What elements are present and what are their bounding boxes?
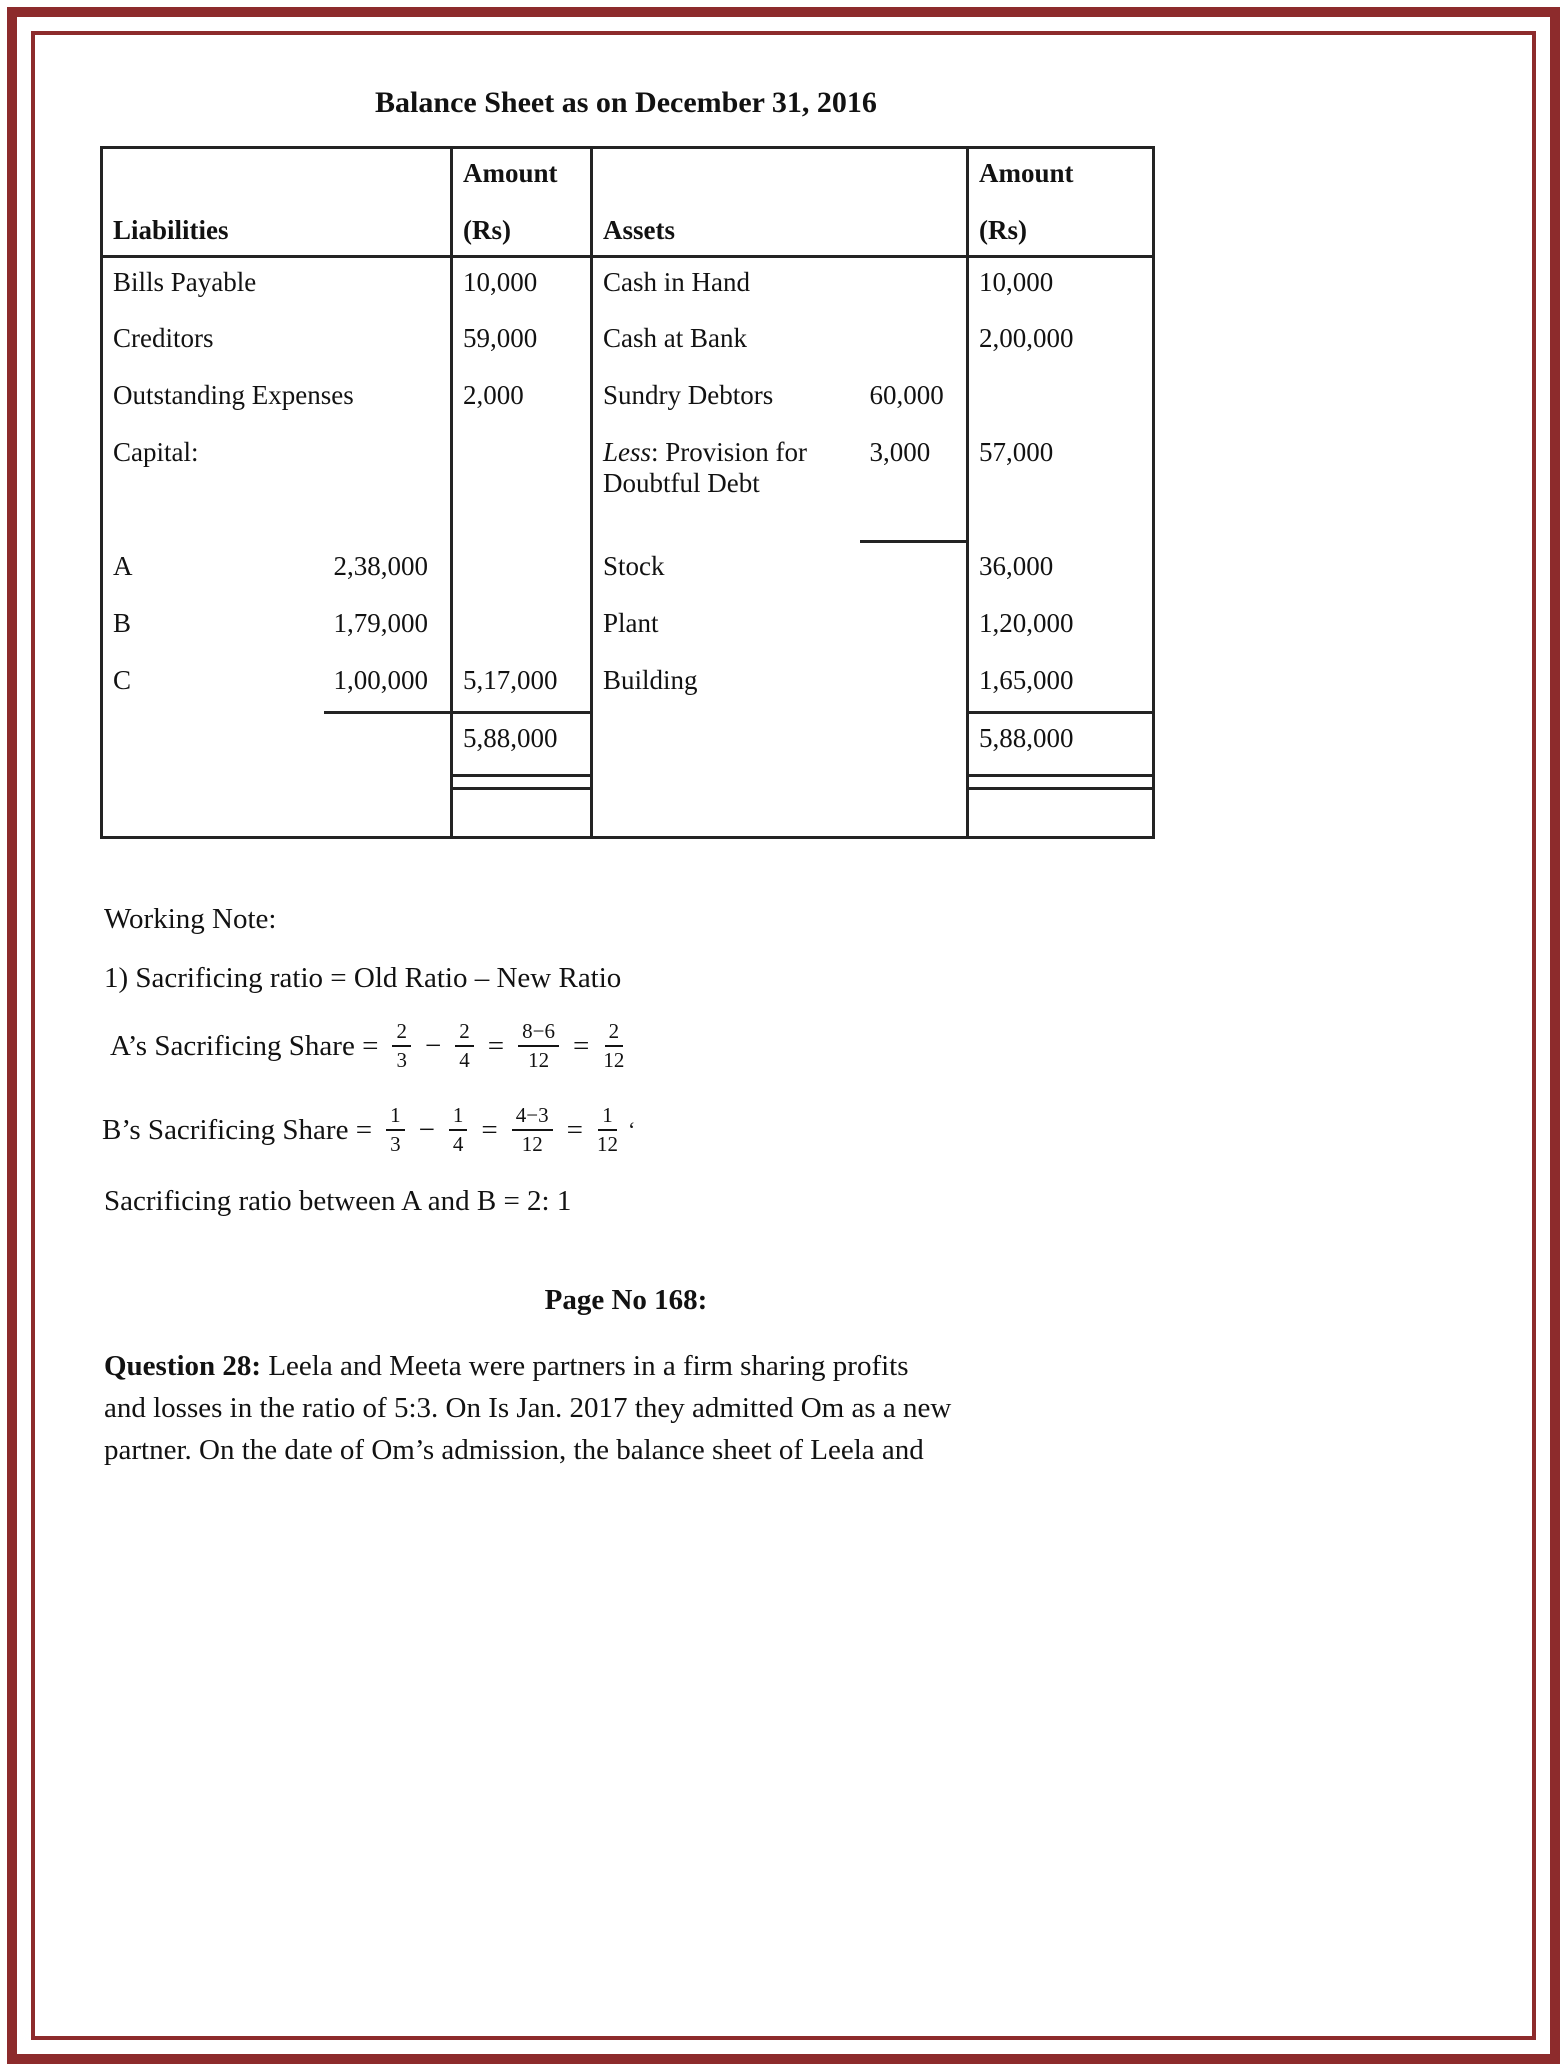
liability-subamount-cell: 2,38,000 [324, 542, 452, 599]
liability-name-cell: Outstanding Expenses [113, 379, 354, 410]
asset-amount-cell: 1,65,000 [979, 664, 1074, 695]
liabilities-header-label: Liabilities [113, 215, 229, 245]
liability-name-cell: C [113, 664, 132, 695]
amount-label: Amount [463, 158, 558, 188]
liability-amount-cell: 2,000 [452, 371, 592, 428]
filler-row [102, 790, 1154, 838]
asset-amount-cell: 2,00,000 [979, 322, 1074, 353]
assets-total-cell: 5,88,000 [968, 713, 1154, 771]
provision-label: : Provision for Doubtful Debt [603, 436, 808, 498]
question-line [104, 1345, 1084, 1387]
less-italic-label: Less [603, 436, 652, 467]
liability-name-cell: A [113, 550, 133, 581]
double-rule-row [102, 771, 1154, 790]
page-number-heading: Page No 168: [544, 1284, 708, 1316]
double-underline [453, 774, 590, 790]
amount-header-cell-assets [968, 148, 1154, 257]
fraction: $\frac{2}{3}$ [392, 1020, 411, 1072]
asset-amount-cell: 1,20,000 [979, 607, 1074, 638]
quote-mark: ‘ [627, 1117, 636, 1142]
table-row [102, 314, 1154, 371]
fraction: $\frac{8-6}{12}$ [518, 1020, 559, 1072]
asset-name-cell: Cash at Bank [603, 322, 747, 353]
equals-operator: = [566, 1113, 583, 1146]
liability-amount-cell: 5,17,000 [452, 656, 592, 713]
liability-name-cell: B [113, 607, 132, 638]
equals-operator: = [487, 1029, 505, 1062]
amount-header-cell-liabilities [452, 148, 592, 257]
question-line: partner. On the date of Om’s admission, the balance sheet of Leela and [104, 1434, 924, 1467]
a-sacrificing-share-equation [110, 1013, 1152, 1079]
table-row [102, 542, 1154, 599]
fraction: $\frac{4-3}{12}$ [512, 1104, 553, 1156]
question-line: and losses in the ratio of 5:3. On Is Jan. 2017 they admitted Om as a new [104, 1392, 952, 1425]
fraction: $\frac{1}{12}$ [596, 1102, 618, 1156]
liability-name-cell: Bills Payable [113, 267, 257, 297]
liabilities-total-cell: 5,88,000 [452, 713, 592, 771]
table-row [102, 428, 1154, 542]
asset-amount-cell: 10,000 [979, 267, 1054, 297]
equals-operator: = [481, 1113, 498, 1146]
equals-operator: = [573, 1029, 590, 1062]
table-header-row [102, 148, 1154, 257]
fraction: $\frac{2}{12}$ [603, 1018, 625, 1072]
minus-operator: − [418, 1113, 435, 1146]
rs-label: (Rs) [463, 215, 512, 245]
asset-name-cell: Sundry Debtors [603, 379, 774, 410]
table-row [102, 371, 1154, 428]
table-row [102, 656, 1154, 713]
sacrificing-ratio-line: 1) Sacrificing ratio = Old Ratio – New Ratio [104, 962, 622, 994]
asset-name-cell: Plant [603, 607, 659, 638]
assets-header-label: Assets [603, 215, 676, 245]
rs-label: (Rs) [979, 215, 1028, 245]
equation-prefix: B’s Sacrificing Share = [102, 1113, 373, 1146]
liability-amount-cell: 59,000 [452, 314, 592, 371]
question-paragraph [104, 1345, 1084, 1471]
assets-header-cell [592, 148, 968, 257]
table-row [102, 599, 1154, 656]
equation-prefix: A’s Sacrificing Share = [110, 1029, 379, 1062]
b-sacrificing-share-equation [102, 1097, 1152, 1163]
liabilities-header-cell [102, 148, 452, 257]
fraction: $\frac{1}{3}$ [386, 1104, 405, 1156]
asset-amount-cell: 57,000 [979, 436, 1054, 467]
asset-subamount-cell: 3,000 [860, 428, 968, 542]
page-content [100, 86, 1152, 1471]
asset-name-cell [592, 428, 860, 542]
asset-name-cell: Stock [603, 550, 665, 581]
asset-name-cell: Cash in Hand [603, 267, 750, 297]
table-row [102, 257, 1154, 314]
liability-amount-cell: 10,000 [452, 257, 592, 314]
asset-amount-cell: 36,000 [979, 550, 1054, 581]
liability-name-cell: Creditors [113, 322, 214, 353]
question-text: Leela and Meeta were partners in a firm sharing profits [268, 1350, 909, 1382]
fraction: $\frac{1}{4}$ [449, 1104, 468, 1156]
liability-name-cell: Capital: [113, 436, 199, 467]
balance-sheet-table [100, 146, 1155, 839]
minus-operator: − [424, 1029, 442, 1062]
question-number-label: Question 28: [104, 1350, 262, 1382]
double-underline [969, 774, 1152, 790]
liability-subamount-cell: 1,00,000 [324, 656, 452, 713]
working-note-heading: Working Note: [104, 903, 277, 935]
asset-name-cell: Building [603, 664, 698, 695]
liability-subamount-cell: 1,79,000 [324, 599, 452, 656]
sacrificing-ratio-result-line: Sacrificing ratio between A and B = 2: 1 [104, 1185, 572, 1217]
amount-label: Amount [979, 158, 1074, 188]
total-row [102, 713, 1154, 771]
asset-subamount-cell: 60,000 [860, 371, 968, 428]
balance-sheet-title: Balance Sheet as on December 31, 2016 [375, 86, 877, 119]
fraction: $\frac{2}{4}$ [455, 1020, 474, 1072]
